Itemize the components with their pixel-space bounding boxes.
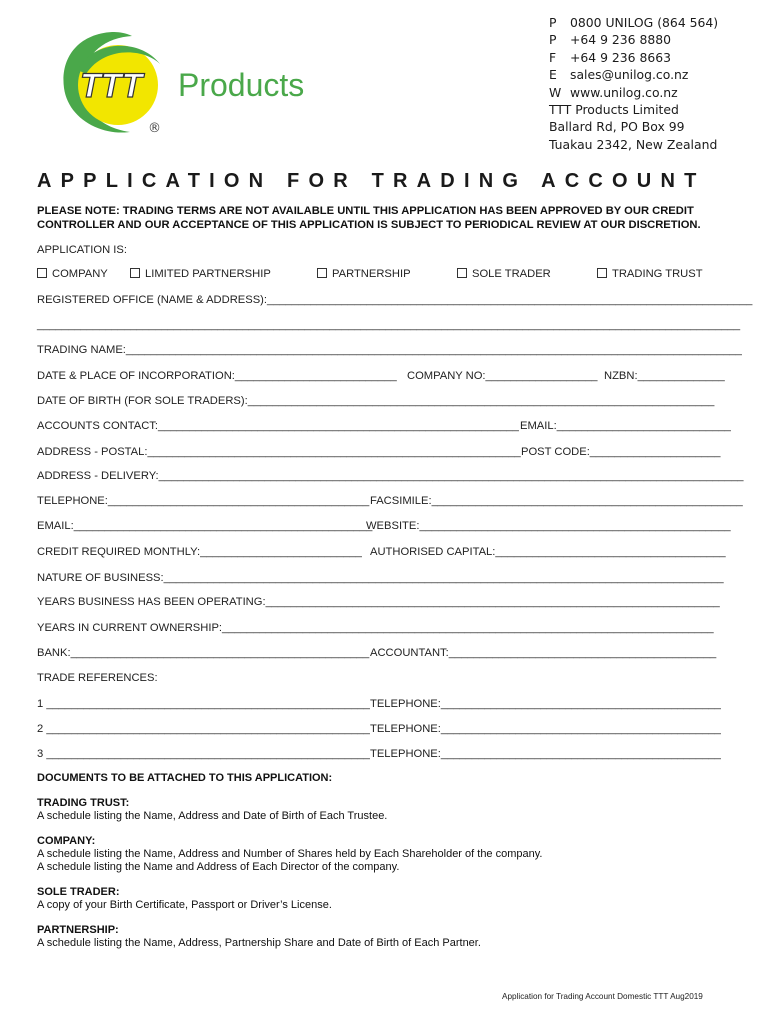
telephone-blank[interactable]: __________________________________________ [107, 495, 370, 507]
terms-note: PLEASE NOTE: TRADING TERMS ARE NOT AVAILABLE UNTIL THIS APPLICATION HAS BEEN APPROVED BY OUR CREDIT CONTROLLER AND OUR ACCEPTANCE OF THIS APPLICATION IS SUBJECT TO PERIODICAL REVIEW AT OUR DISCRETION. [37, 205, 701, 231]
docs-company: COMPANY: A schedule listing the Name, Address and Number of Shares held by Each Shareholder of the company. A schedule listing the Name and Address of Each Director of the company. [37, 835, 543, 873]
nzbn-field[interactable] [604, 370, 725, 382]
trade-ref-1-field[interactable] [37, 698, 370, 710]
registered-office-line2-blank[interactable]: _________________________________________________________________________________________________________________ [37, 319, 741, 331]
logo-registered: ® [148, 121, 161, 136]
post-code-blank[interactable]: _____________________ [589, 446, 721, 458]
accounts-contact-field[interactable] [37, 420, 519, 432]
trade-references-label-label: TRADE REFERENCES: [37, 672, 158, 684]
checkbox-icon[interactable] [457, 268, 467, 278]
address-line: Tuakau 2342, New Zealand [549, 136, 718, 152]
registered-office-field[interactable] [37, 294, 752, 306]
trade-ref-2-blank[interactable]: ____________________________________________________ [43, 723, 370, 735]
address-delivery-blank[interactable]: ______________________________________________________________________________________________ [158, 470, 744, 482]
company-no-field[interactable] [407, 370, 598, 382]
checkbox-icon[interactable] [37, 268, 47, 278]
contact-block [549, 14, 718, 153]
registered-office-line2-field[interactable] [37, 319, 740, 331]
trade-ref-3-telephone-label: TELEPHONE: [370, 748, 441, 760]
option-limited-partnership[interactable]: LIMITED PARTNERSHIP [130, 268, 271, 280]
website-label: WEBSITE: [366, 520, 420, 532]
accounts-contact-blank[interactable]: __________________________________________________________ [158, 420, 519, 432]
years-current-ownership-label: YEARS IN CURRENT OWNERSHIP: [37, 622, 223, 634]
credit-required-monthly-blank[interactable]: __________________________ [200, 546, 362, 558]
accounts-contact-label: ACCOUNTS CONTACT: [37, 420, 158, 432]
years-current-ownership-field[interactable] [37, 622, 714, 634]
address-postal-blank[interactable]: ____________________________________________________________ [147, 446, 521, 458]
post-code-field[interactable] [521, 446, 720, 458]
date-place-incorporation-label: DATE & PLACE OF INCORPORATION: [37, 370, 235, 382]
bank-field[interactable] [37, 647, 369, 659]
trade-ref-1-telephone-field[interactable] [370, 698, 721, 710]
address-postal-label: ADDRESS - POSTAL: [37, 446, 148, 458]
address-delivery-field[interactable] [37, 470, 744, 482]
contact-row: P 0800 UNILOG (864 564) [549, 15, 719, 30]
docs-trading-trust: TRADING TRUST: A schedule listing the Name, Address and Date of Birth of Each Trustee. [37, 797, 388, 822]
facsimile-field[interactable] [370, 495, 743, 507]
contact-row: E sales@unilog.co.nz [549, 67, 689, 83]
trade-references-label-field [37, 672, 158, 684]
trading-name-blank[interactable]: ___________________________________________________________________________________________________ [125, 344, 742, 356]
trading-name-label: TRADING NAME: [37, 344, 126, 356]
ttt-products-logo [60, 30, 320, 140]
address-line: Ballard Rd, PO Box 99 [549, 119, 685, 135]
trade-ref-3-label: 3 [37, 748, 44, 760]
company-no-label: COMPANY NO: [407, 370, 486, 382]
facsimile-blank[interactable]: __________________________________________________ [431, 495, 743, 507]
credit-required-monthly-label: CREDIT REQUIRED MONTHLY: [37, 546, 201, 558]
docs-partnership: PARTNERSHIP: A schedule listing the Name, Address, Partnership Share and Date of Birth of Each Partner. [37, 924, 481, 949]
trade-ref-3-blank[interactable]: ____________________________________________________ [43, 748, 370, 760]
dob-sole-traders-blank[interactable]: ___________________________________________________________________________ [247, 395, 715, 407]
trade-ref-2-telephone-blank[interactable]: _____________________________________________ [440, 723, 721, 735]
accountant-label: ACCOUNTANT: [370, 647, 449, 659]
website-blank[interactable]: __________________________________________________ [419, 520, 731, 532]
checkbox-icon[interactable] [317, 268, 327, 278]
email-label: EMAIL: [37, 520, 74, 532]
checkbox-icon[interactable] [130, 268, 140, 278]
accountant-field[interactable] [370, 647, 716, 659]
docs-sole-trader: SOLE TRADER: A copy of your Birth Certificate, Passport or Driver’s License. [37, 886, 332, 911]
trade-ref-1-telephone-blank[interactable]: _____________________________________________ [440, 698, 721, 710]
bank-label: BANK: [37, 647, 71, 659]
accounts-email-blank[interactable]: ____________________________ [556, 420, 731, 432]
logo-mark-text: TTT [80, 67, 143, 105]
documents-section [37, 772, 542, 962]
trade-ref-2-telephone-field[interactable] [370, 723, 721, 735]
accountant-blank[interactable]: ___________________________________________ [448, 647, 717, 659]
nzbn-blank[interactable]: ______________ [637, 370, 725, 382]
date-place-incorporation-blank[interactable]: __________________________ [234, 370, 397, 382]
company-no-blank[interactable]: __________________ [485, 370, 598, 382]
page-title: APPLICATION FOR TRADING ACCOUNT [37, 170, 706, 192]
bank-blank[interactable]: ________________________________________________ [70, 647, 370, 659]
email-field[interactable] [37, 520, 372, 532]
years-current-ownership-blank[interactable]: _______________________________________________________________________________ [222, 622, 714, 634]
logo-word: Products [178, 67, 305, 103]
contact-row: P +64 9 236 8880 [549, 32, 672, 48]
option-partnership[interactable]: PARTNERSHIP [317, 268, 411, 280]
years-operating-blank[interactable]: _________________________________________________________________________ [265, 596, 720, 608]
trade-ref-1-telephone-label: TELEPHONE: [370, 698, 441, 710]
trade-ref-3-field[interactable] [37, 748, 370, 760]
website-field[interactable] [366, 520, 731, 532]
dob-sole-traders-label: DATE OF BIRTH (FOR SOLE TRADERS): [37, 395, 248, 407]
telephone-field[interactable] [37, 495, 369, 507]
trade-ref-2-telephone-label: TELEPHONE: [370, 723, 441, 735]
authorised-capital-label: AUTHORISED CAPITAL: [370, 546, 496, 558]
option-company[interactable]: COMPANY [37, 268, 108, 280]
email-blank[interactable]: ________________________________________________ [73, 520, 373, 532]
credit-required-monthly-field[interactable] [37, 546, 362, 558]
trading-name-field[interactable] [37, 344, 742, 356]
facsimile-label: FACSIMILE: [370, 495, 432, 507]
address-line: TTT Products Limited [549, 102, 679, 118]
page-footer: Application for Trading Account Domestic TTT Aug2019 [502, 992, 703, 1001]
trade-ref-3-telephone-field[interactable] [370, 748, 721, 760]
authorised-capital-field[interactable] [370, 546, 726, 558]
nature-of-business-label: NATURE OF BUSINESS: [37, 572, 164, 584]
trade-ref-3-telephone-blank[interactable]: _____________________________________________ [440, 748, 721, 760]
nature-of-business-field[interactable] [37, 572, 724, 584]
address-postal-field[interactable] [37, 446, 521, 458]
trade-ref-1-label: 1 [37, 698, 44, 710]
documents-heading: DOCUMENTS TO BE ATTACHED TO THIS APPLICATION: [37, 772, 333, 784]
registered-office-blank[interactable]: ______________________________________________________________________________ [267, 294, 753, 306]
option-sole-trader[interactable]: SOLE TRADER [457, 268, 551, 280]
contact-row: W www.unilog.co.nz [549, 84, 678, 100]
address-delivery-label: ADDRESS - DELIVERY: [37, 470, 159, 482]
post-code-label: POST CODE: [521, 446, 590, 458]
nature-of-business-blank[interactable]: __________________________________________________________________________________________ [163, 572, 724, 584]
registered-office-label: REGISTERED OFFICE (NAME & ADDRESS): [37, 294, 267, 306]
contact-row: F +64 9 236 8663 [549, 49, 672, 65]
checkbox-icon[interactable] [597, 268, 607, 278]
accounts-email-label: EMAIL: [520, 420, 557, 432]
application-is-label: APPLICATION IS: [37, 244, 127, 256]
years-operating-label: YEARS BUSINESS HAS BEEN OPERATING: [37, 596, 266, 608]
date-place-incorporation-field[interactable] [37, 370, 397, 382]
trade-ref-1-blank[interactable]: ____________________________________________________ [43, 698, 370, 710]
trade-ref-2-field[interactable] [37, 723, 370, 735]
trade-ref-2-label: 2 [37, 723, 44, 735]
telephone-label: TELEPHONE: [37, 495, 108, 507]
accounts-email-field[interactable] [520, 420, 731, 432]
option-trading-trust[interactable]: TRADING TRUST [597, 268, 703, 280]
years-operating-field[interactable] [37, 596, 720, 608]
dob-sole-traders-field[interactable] [37, 395, 714, 407]
authorised-capital-blank[interactable]: _____________________________________ [495, 546, 726, 558]
nzbn-label: NZBN: [604, 370, 638, 382]
